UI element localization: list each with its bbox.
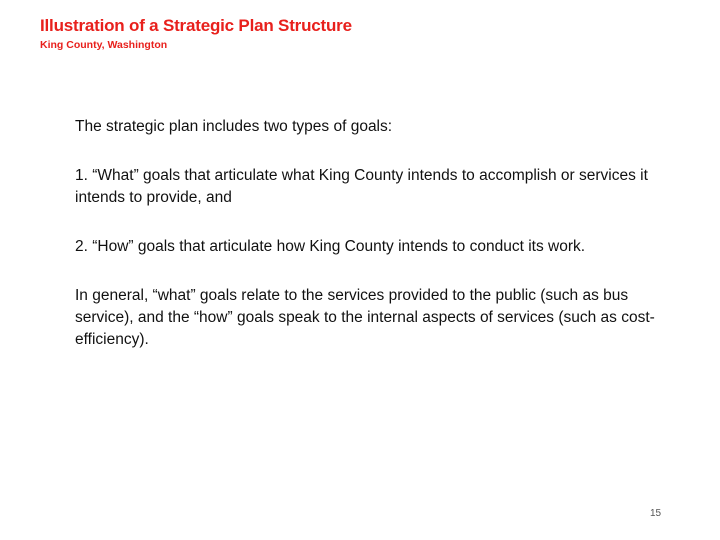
what-goals-paragraph: 1. “What” goals that articulate what King County intends to accomplish or services it intends to provide, and [75, 167, 648, 206]
slide-title: Illustration of a Strategic Plan Structure [40, 16, 352, 35]
slide-body [75, 116, 685, 378]
intro-paragraph: The strategic plan includes two types of goals: [75, 118, 393, 135]
how-goals-paragraph: 2. “How” goals that articulate how King County intends to conduct its work. [75, 238, 586, 255]
slide-subtitle: King County, Washington [40, 39, 168, 51]
page-number: 15 [650, 508, 662, 519]
summary-paragraph: In general, “what” goals relate to the services provided to the public (such as bus service), and the “how” goals speak to the internal aspects of services (such as cost-efficiency). [75, 287, 655, 348]
